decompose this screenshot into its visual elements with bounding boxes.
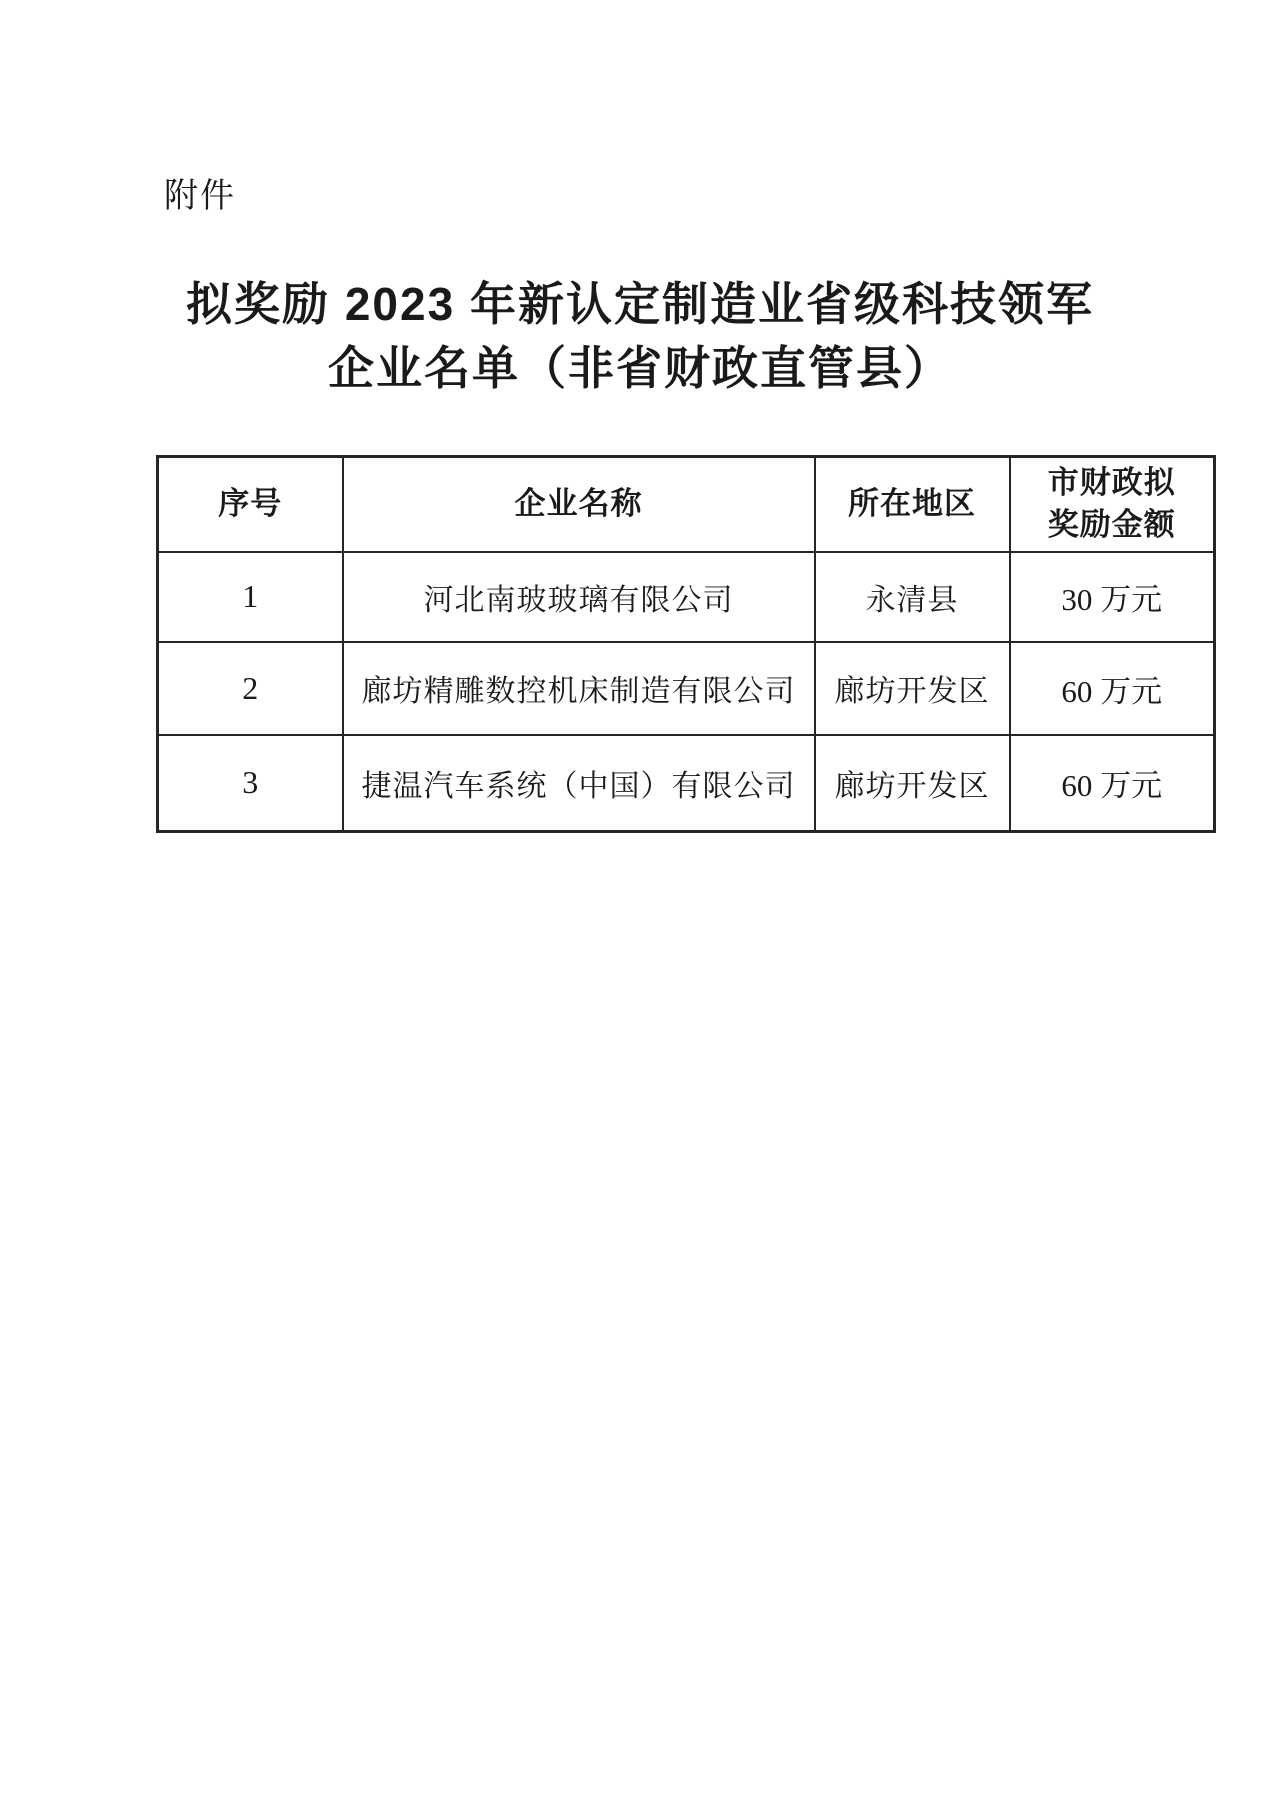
cell-no: 2 bbox=[158, 642, 343, 735]
table-row bbox=[158, 735, 1215, 832]
header-cell-no: 序号 bbox=[158, 457, 343, 552]
document-title bbox=[0, 272, 1280, 400]
table-row bbox=[158, 552, 1215, 642]
cell-company: 捷温汽车系统（中国）有限公司 bbox=[343, 735, 815, 832]
cell-company: 河北南玻玻璃有限公司 bbox=[343, 552, 815, 642]
header-amount-line-1: 市财政拟 bbox=[1047, 465, 1176, 501]
table-header-row bbox=[158, 457, 1215, 552]
cell-amount: 60 万元 bbox=[1010, 642, 1215, 735]
award-table bbox=[156, 455, 1216, 833]
title-line-1: 拟奖励 2023 年新认定制造业省级科技领军 bbox=[186, 278, 1094, 330]
cell-amount: 60 万元 bbox=[1010, 735, 1215, 832]
attachment-label: 附件 bbox=[164, 177, 236, 215]
cell-region: 廊坊开发区 bbox=[815, 735, 1010, 832]
header-amount-line-2: 奖励金额 bbox=[1047, 507, 1176, 543]
header-cell-region: 所在地区 bbox=[815, 457, 1010, 552]
cell-no: 1 bbox=[158, 552, 343, 642]
cell-region: 廊坊开发区 bbox=[815, 642, 1010, 735]
cell-no: 3 bbox=[158, 735, 343, 832]
cell-company: 廊坊精雕数控机床制造有限公司 bbox=[343, 642, 815, 735]
header-cell-company: 企业名称 bbox=[343, 457, 815, 552]
table-row bbox=[158, 642, 1215, 735]
cell-region: 永清县 bbox=[815, 552, 1010, 642]
header-cell-amount bbox=[1010, 457, 1215, 552]
cell-amount: 30 万元 bbox=[1010, 552, 1215, 642]
title-line-2: 企业名单（非省财政直管县） bbox=[328, 342, 952, 394]
